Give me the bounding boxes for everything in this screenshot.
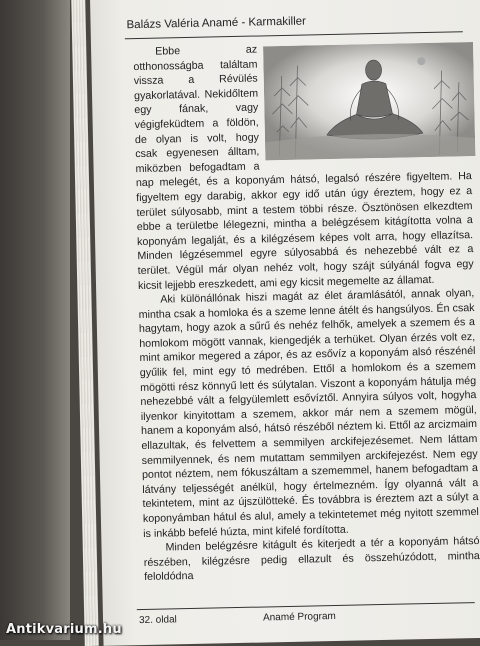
paragraph-2	[138, 286, 479, 541]
footer-rule	[137, 602, 475, 610]
paragraph-text: Aki különállónak hiszi magát az élet áramlásától, annak olyan, mintha csak a homloka és a szeme lenne átélt és hangsúlyos. Én csak hagytam, hogy azok a sűrű és nehéz felhők, amelyek a szemem és a homlokom mögött vannak, kiengedjék a terhüket. Olyan érzés volt ez, mint amikor megered a zápor, és az esővíz a koponyám alsó részénél gyűlik fel, mint egy tó medrében. Ettől a homlokom és a szemem mögötti rész könnyű lett és súlytalan. Viszont a koponyám hátulja még nehezebbé vált a felgyülemlett esővíztől. Annyira súlyos volt, hogyha ilyenkor kinyitottam a szemem, akkor már nem a szemem mögül, hanem a koponyám alsó, hátsó részéből néztem ki. Ettől az arcizmaim ellazultak, és felvettem a semmilyen arckifejezésemet. Nem láttam semmilyennek, és nem mutattam semmilyen arckifejezést. Nem egy pontot néztem, nem fókuszáltam a szememmel, hanem befogadtam a látvány teljességét anélkül, hogy értelmezném. Így olyanná vált a tekintetem, mint az újszülötteké. És továbbra is éreztem azt a súlyt a koponyámban hátul és alul, amely a tekintetemet még nyitott szemmel is inkább befelé húzta, mint kifelé fordította.	[138, 287, 479, 540]
paragraph-text: Minden belégzésre kitágult és kiterjedt a tér a koponyám hátsó részében, kilégzésre pedig ellazult és összehúzódott, mintha feloldódna	[143, 535, 480, 584]
paragraph-3	[143, 534, 480, 585]
book-title-footer: Anamé Program	[262, 610, 336, 624]
paragraph-text: Ebbe az otthonosságba találtam vissza a Révülés gyakorlatával. Nekidőltem egy fának, vagy végigfeküdtem a földön, de olyan is volt, hogy csak egyenesen álltam, miközben befogadtam a nap melegét, és a koponyám hátsó, legalsó részére figyeltem. Ha figyeltem egy darabig, akkor egy idő után úgy éreztem, hogy ez a terület súlyosabb, mint a testem többi része. Ösztönösen elkezdtem ebbe a területbe lélegezni, mintha a belégzésem kitágította volna a koponyám legalját, és a kilégzésem képes volt arra, hogy ellazítsa. Minden légzésemmel egyre súlyosabbá és nehezebbé vált ez a terület. Végül már olyan nehéz volt, hogy szájt súlyánál fogva egy kicsit lejjebb ereszkedett, ami egy kicsit megemelte az államat.	[133, 43, 474, 292]
running-header: Balázs Valéria Anamé - Karmakiller	[126, 15, 307, 32]
book-page	[90, 0, 480, 646]
watermark-logo: Antikvarium.hu	[6, 622, 122, 637]
page-number: 32. oldal	[138, 614, 177, 627]
meditation-illustration	[263, 42, 475, 160]
header-rule	[125, 31, 463, 39]
body-text	[133, 38, 480, 585]
background-left	[0, 0, 70, 640]
